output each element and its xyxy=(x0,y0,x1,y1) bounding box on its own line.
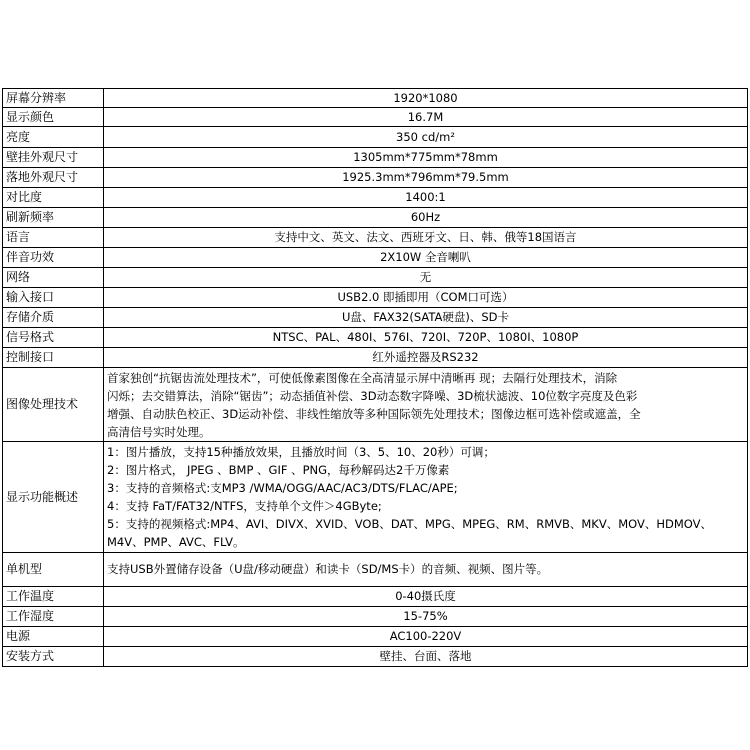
spec-row-wall-size xyxy=(3,148,748,168)
spec-value: 红外遥控器及RS232 xyxy=(104,348,748,368)
spec-row-refresh-rate xyxy=(3,208,748,228)
text-line: 高清信号实时处理。 xyxy=(107,425,211,439)
text-line: 3：支持的音频格式:支MP3 /WMA/OGG/AAC/AC3/DTS/FLAC/APE; xyxy=(107,481,458,495)
spec-table xyxy=(2,88,748,667)
spec-label: 图像处理技术 xyxy=(3,368,104,442)
spec-value: USB2.0 即插即用（COM口可选） xyxy=(104,288,748,308)
spec-value: 0-40摄氏度 xyxy=(104,587,748,607)
text-line: 2：图片格式， JPEG 、BMP 、GIF 、PNG，每秒解码达2千万像素 xyxy=(107,463,450,477)
spec-label: 显示功能概述 xyxy=(3,442,104,553)
spec-row-humidity xyxy=(3,607,748,627)
spec-row-network xyxy=(3,268,748,288)
spec-label: 安装方式 xyxy=(3,647,104,667)
text-line: 闪烁；去交错算法，消除“锯齿”；动态插值补偿、3D动态数字降噪、3D梳状滤波、10位数字亮度及色彩 xyxy=(107,389,638,403)
text-line: 1：图片播放，支持15种播放效果，且播放时间（3、5、10、20秒）可调； xyxy=(107,445,495,459)
spec-label: 伴音功效 xyxy=(3,248,104,268)
spec-label: 语言 xyxy=(3,228,104,248)
spec-label: 单机型 xyxy=(3,553,104,587)
text-line: M4V、PMP、AVC、FLV。 xyxy=(107,535,245,549)
spec-row-audio xyxy=(3,248,748,268)
spec-value: 2X10W 全音喇叭 xyxy=(104,248,748,268)
spec-value xyxy=(104,368,748,442)
spec-label: 网络 xyxy=(3,268,104,288)
spec-label: 工作湿度 xyxy=(3,607,104,627)
spec-label: 电源 xyxy=(3,627,104,647)
spec-value xyxy=(104,442,748,553)
spec-row-installation xyxy=(3,647,748,667)
spec-row-input xyxy=(3,288,748,308)
text-line: 5：支持的视频格式:MP4、AVI、DIVX、XVID、VOB、DAT、MPG、MPEG、RM、RMVB、MKV、MOV、HDMOV、 xyxy=(107,517,712,531)
spec-row-display-functions xyxy=(3,442,748,553)
spec-row-storage xyxy=(3,308,748,328)
spec-row-control xyxy=(3,348,748,368)
spec-value: 1920*1080 xyxy=(104,89,748,108)
spec-label: 工作温度 xyxy=(3,587,104,607)
spec-value: NTSC、PAL、480I、576I、720I、720P、1080I、1080P xyxy=(104,328,748,348)
text-line: 增强、自动肤色校正、3D运动补偿、非线性缩放等多种国际领先处理技术；图像边框可选补偿或遮盖，全 xyxy=(107,407,641,421)
spec-label: 对比度 xyxy=(3,188,104,208)
spec-row-power xyxy=(3,627,748,647)
spec-value: 1400:1 xyxy=(104,188,748,208)
text-line: 4：支持 FaT/FAT32/NTFS，支持单个文件＞4GByte; xyxy=(107,499,382,513)
spec-value: 1305mm*775mm*78mm xyxy=(104,148,748,168)
spec-value: 350 cd/m² xyxy=(104,127,748,148)
spec-label: 输入接口 xyxy=(3,288,104,308)
spec-label: 显示颜色 xyxy=(3,108,104,127)
spec-label: 控制接口 xyxy=(3,348,104,368)
spec-row-signal-format xyxy=(3,328,748,348)
spec-value: 无 xyxy=(104,268,748,288)
spec-value: 15-75% xyxy=(104,607,748,627)
spec-value: 支持中文、英文、法文、西班牙文、日、韩、俄等18国语言 xyxy=(104,228,748,248)
spec-value: 1925.3mm*796mm*79.5mm xyxy=(104,168,748,188)
spec-row-resolution xyxy=(3,89,748,108)
spec-row-language xyxy=(3,228,748,248)
spec-label: 存储介质 xyxy=(3,308,104,328)
spec-value: 壁挂、台面、落地 xyxy=(104,647,748,667)
spec-label: 刷新频率 xyxy=(3,208,104,228)
spec-label: 信号格式 xyxy=(3,328,104,348)
spec-row-floor-size xyxy=(3,168,748,188)
spec-label: 落地外观尺寸 xyxy=(3,168,104,188)
spec-value: 60Hz xyxy=(104,208,748,228)
spec-row-colors xyxy=(3,108,748,127)
spec-label: 壁挂外观尺寸 xyxy=(3,148,104,168)
spec-value: 支持USB外置储存设备（U盘/移动硬盘）和读卡（SD/MS卡）的音频、视频、图片等。 xyxy=(104,553,748,587)
spec-row-image-processing xyxy=(3,368,748,442)
spec-value: 16.7M xyxy=(104,108,748,127)
spec-row-brightness xyxy=(3,127,748,148)
spec-row-standalone xyxy=(3,553,748,587)
text-line: 首家独创“抗锯齿流处理技术”，可使低像素图像在全高清显示屏中清晰再 现；去隔行处理技术，消除 xyxy=(107,371,618,385)
spec-row-contrast xyxy=(3,188,748,208)
spec-label: 亮度 xyxy=(3,127,104,148)
spec-value: AC100-220V xyxy=(104,627,748,647)
spec-row-temperature xyxy=(3,587,748,607)
spec-label: 屏幕分辨率 xyxy=(3,89,104,108)
spec-value: U盘、FAX32(SATA硬盘)、SD卡 xyxy=(104,308,748,328)
